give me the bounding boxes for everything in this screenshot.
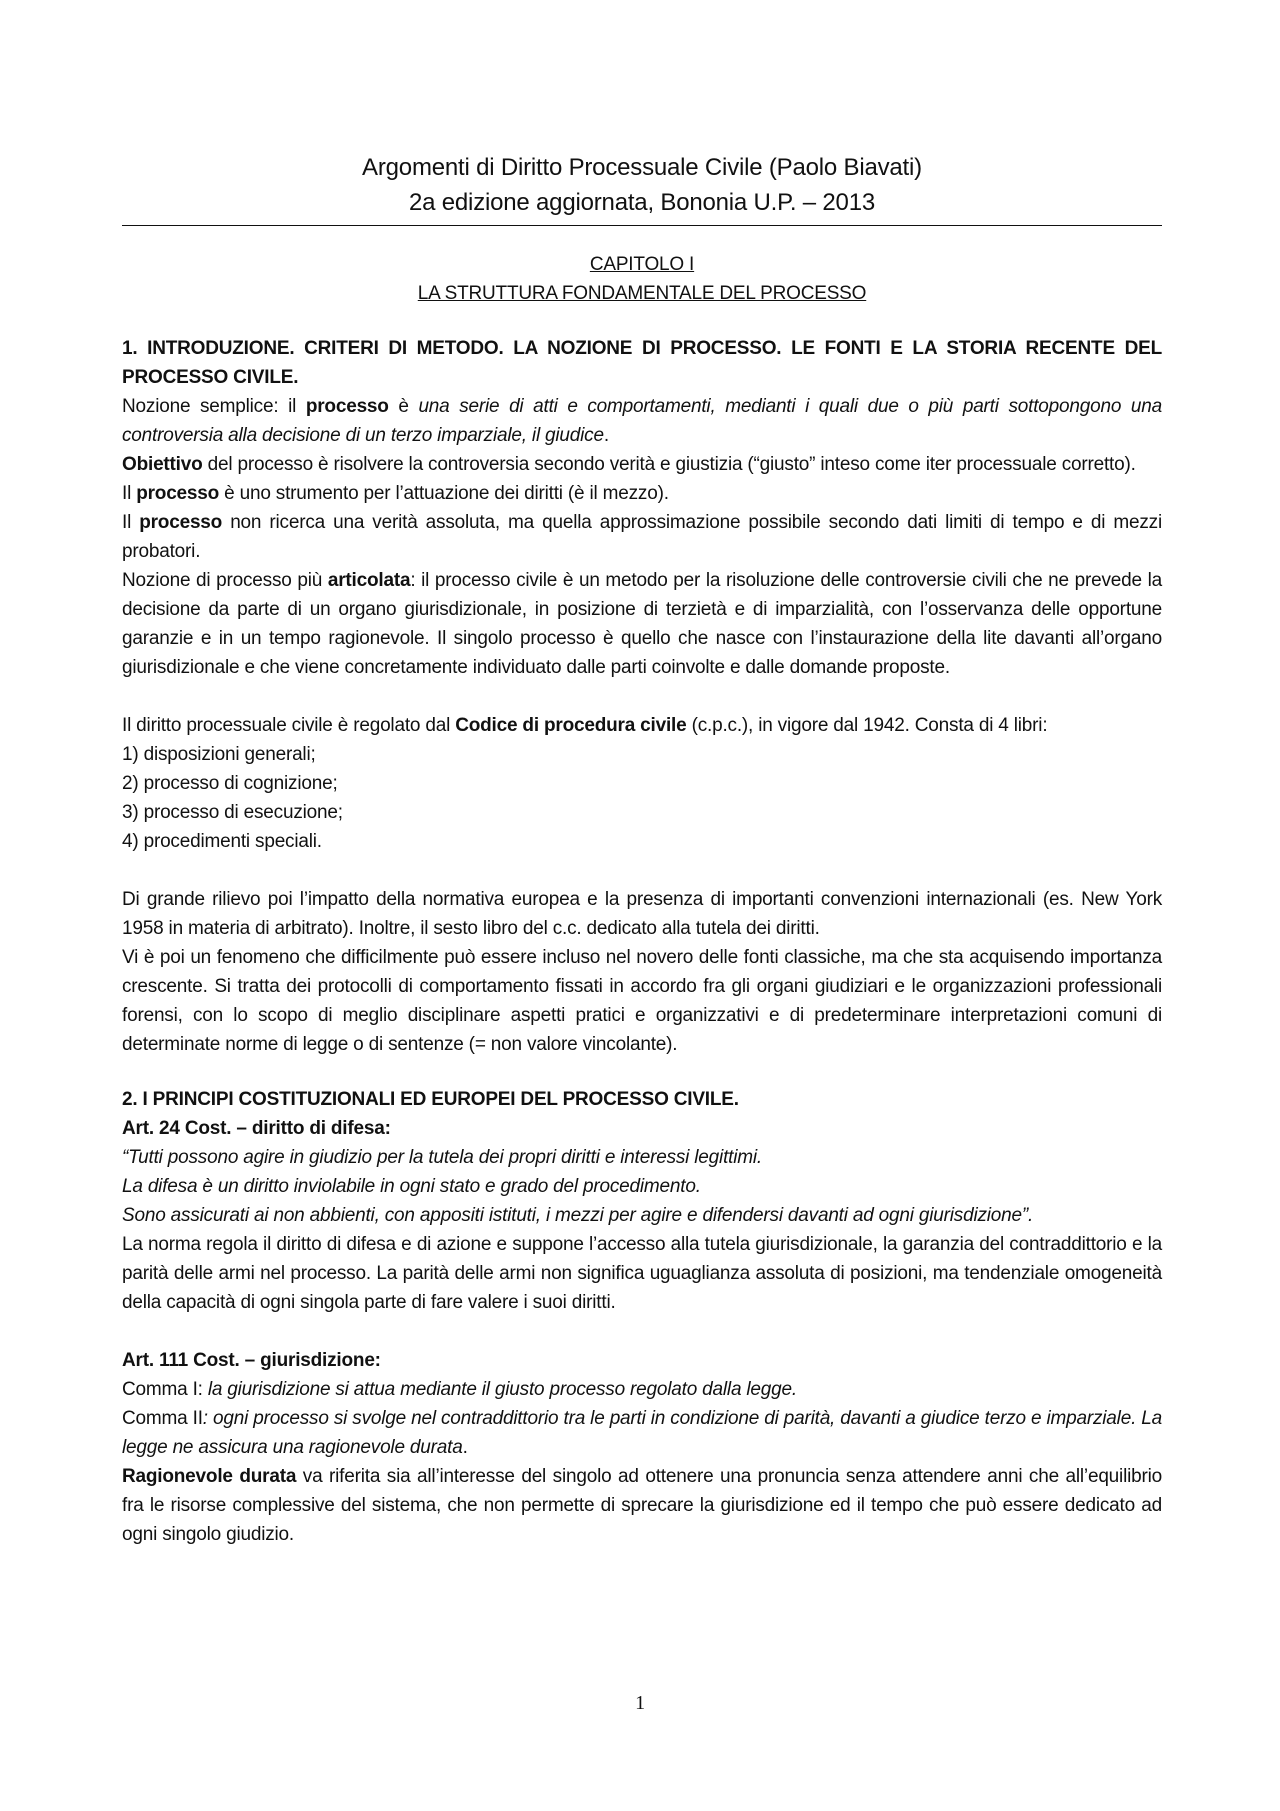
section-heading: 2. I PRINCIPI COSTITUZIONALI ED EUROPEI DEL PROCESSO CIVILE. (122, 1089, 739, 1110)
paragraph: Il diritto processuale civile è regolato dal Codice di procedura civile (c.p.c.), in vigore dal 1942. Consta di 4 libri: (122, 715, 1048, 736)
paragraph: Comma I: la giurisdizione si attua mediante il giusto processo regolato dalla legge. (122, 1379, 797, 1400)
chapter-number: CAPITOLO I (589, 254, 695, 275)
chapter-heading (122, 250, 1162, 308)
list-item: 3) processo di esecuzione; (122, 802, 343, 823)
paragraph: Obiettivo del processo è risolvere la controversia secondo verità e giustizia (“giusto” inteso come iter processuale corretto). (122, 454, 1136, 475)
list-item: 4) procedimenti speciali. (122, 831, 322, 852)
paragraph: Nozione semplice: il processo è una serie di atti e comportamenti, medianti i quali due o più parti sottopongono una controversia alla decisione di un terzo imparziale, il giudice. (122, 396, 1162, 446)
list-item: 1) disposizioni generali; (122, 744, 316, 765)
paragraph: La norma regola il diritto di difesa e di azione e suppone l’accesso alla tutela giurisdizionale, la garanzia del contraddittorio e la parità delle armi nel processo. La parità delle armi non significa uguaglianza assoluta di posizioni, ma tendenziale omogeneità della capacità di ogni singola parte di fare valere i suoi diritti. (122, 1234, 1162, 1313)
paragraph: Ragionevole durata va riferita sia all’interesse del singolo ad ottenere una pronuncia senza attendere anni che all’equilibrio fra le risorse complessive del sistema, che non permette di sprecare la giurisdizione ed il tempo che può essere dedicato ad ogni singolo giudizio. (122, 1466, 1162, 1545)
paragraph: Di grande rilievo poi l’impatto della normativa europea e la presenza di importanti convenzioni internazionali (es. New York 1958 in materia di arbitrato). Inoltre, il sesto libro del c.c. dedicato alla tutela dei diritti. (122, 889, 1162, 939)
section-2 (122, 1085, 1162, 1549)
document-header (122, 150, 1162, 220)
subsection-heading: Art. 24 Cost. – diritto di difesa: (122, 1118, 391, 1139)
subsection-heading: Art. 111 Cost. – giurisdizione: (122, 1350, 381, 1371)
list-item: 2) processo di cognizione; (122, 773, 338, 794)
chapter-title: LA STRUTTURA FONDAMENTALE DEL PROCESSO (417, 283, 867, 304)
paragraph: Comma II: ogni processo si svolge nel contraddittorio tra le parti in condizione di parità, davanti a giudice terzo e imparziale. La legge ne assicura una ragionevole durata. (122, 1408, 1162, 1458)
quote-line: “Tutti possono agire in giudizio per la tutela dei propri diritti e interessi legittimi. (122, 1147, 762, 1168)
quote-line: La difesa è un diritto inviolabile in ogni stato e grado del procedimento. (122, 1176, 701, 1197)
section-1 (122, 334, 1162, 1059)
document-subtitle: 2a edizione aggiornata, Bononia U.P. – 2013 (409, 189, 875, 216)
document-title: Argomenti di Diritto Processuale Civile (Paolo Biavati) (362, 154, 922, 181)
header-rule (122, 225, 1162, 226)
paragraph: Vi è poi un fenomeno che difficilmente può essere incluso nel novero delle fonti classiche, ma che sta acquisendo importanza crescente. Si tratta dei protocolli di comportamento fissati in accordo fra gli organi giudiziari e le organizzazioni professionali forensi, con lo scopo di meglio disciplinare aspetti pratici e organizzativi e di predeterminare interpretazioni comuni di determinate norme di legge o di sentenze (= non valore vincolante). (122, 947, 1162, 1055)
quote-line: Sono assicurati ai non abbienti, con appositi istituti, i mezzi per agire e difendersi davanti ad ogni giurisdizione”. (122, 1205, 1034, 1226)
paragraph: Nozione di processo più articolata: il processo civile è un metodo per la risoluzione delle controversie civili che ne prevede la decisione da parte di un organo giurisdizionale, in posizione di terzietà e di imparzialità, con l’osservanza delle opportune garanzie e in un tempo ragionevole. Il singolo processo è quello che nasce con l’instaurazione della lite davanti all’organo giurisdizionale e che viene concretamente individuato dalle parti coinvolte e dalle domande proposte. (122, 570, 1163, 678)
page-number: 1 (635, 1692, 645, 1714)
paragraph: Il processo è uno strumento per l’attuazione dei diritti (è il mezzo). (122, 483, 669, 504)
section-heading: 1. INTRODUZIONE. CRITERI DI METODO. LA NOZIONE DI PROCESSO. LE FONTI E LA STORIA RECENTE DEL PROCESSO CIVILE. (122, 338, 1162, 388)
paragraph: Il processo non ricerca una verità assoluta, ma quella approssimazione possibile secondo dati limiti di tempo e di mezzi probatori. (122, 512, 1162, 562)
